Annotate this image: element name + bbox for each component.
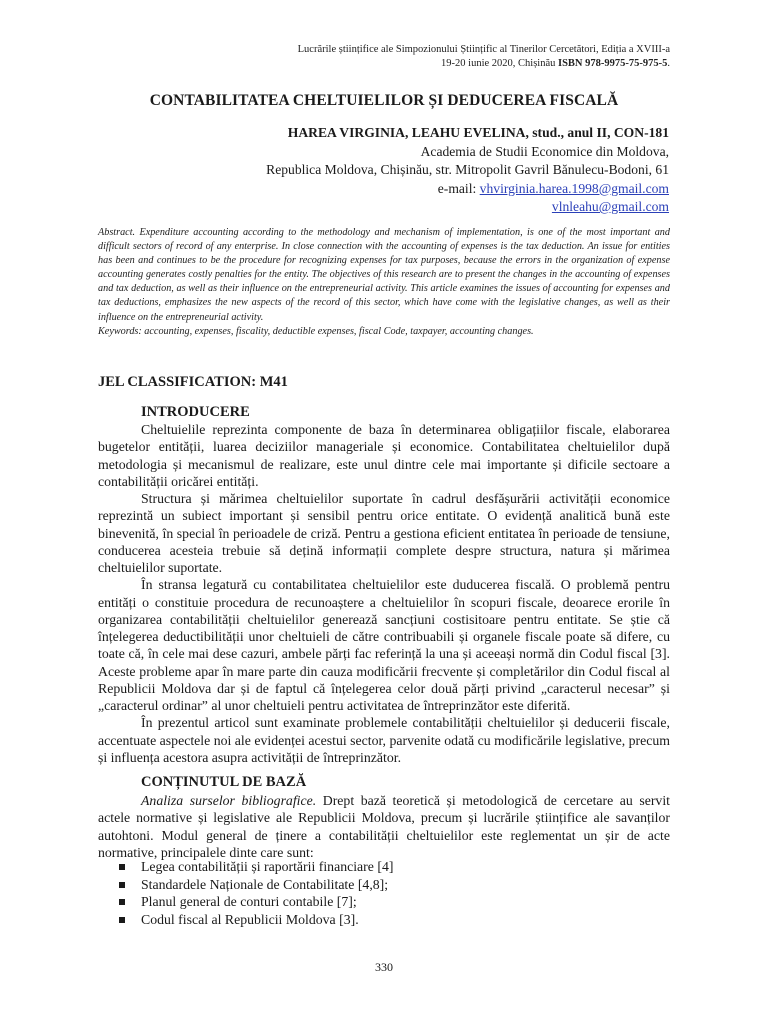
abstract-text: Abstract. Expenditure accounting according to the methodology and mechanism of implementation, is one of the most important and difficult sectors of record of any enterprise. In close connection with the accounting of expenses is the tax deduction. An issue for entities has been and continues to be the procedure for recognizing expenses for tax purposes, because the errors in the organization of expense accounting generates costly penalties for the entity. The objectives of this research are to present the changes in the accounting of expenses and tax deduction, as well as their influence on the entrepreneurial activity. This article examines the issues of accounting for expenses and tax deductions, emphasizes the new aspects of the record of this sector, which have come with the legislative changes, as well as their influence on the entrepreneurial activity. [98, 227, 670, 323]
bullet-square-icon [119, 899, 125, 905]
email-line-1 [109, 180, 669, 199]
running-header [210, 43, 670, 71]
abstract [98, 226, 670, 339]
bullet-square-icon [119, 864, 125, 870]
list-item [118, 858, 658, 876]
intro-paragraph-2: Structura și mărimea cheltuielilor suportate în cadrul desfășurării activității economice reprezintă un subiect important și sensibil pentru orice entitate. O evidență analitică bună este binevenită, în special în perioadele de criză. Pentru a gestiona eficient entitatea în perioade de tensiune, conducerea acesteia trebuie să dețină informații complete despre structura, natura și mărimea cheltuielilor suportate. [98, 491, 670, 575]
list-item [118, 893, 658, 911]
intro-paragraph-1: Cheltuielile reprezinta componente de baza în determinarea obligațiilor fiscale, elaborarea bugetelor entității, luarea deciziilor manageriale și economice. Contabilitatea cheltuielilor după metodologia și mecanismul de realizare, este unul dintre cele mai importante și dificile sectoare a contabilității oricărei entități. [98, 422, 670, 489]
bullet-square-icon [119, 882, 125, 888]
page-number: 330 [375, 960, 393, 974]
email-link-1[interactable]: vhvirginia.harea.1998@gmail.com [479, 180, 669, 196]
email-label: e-mail: [437, 180, 480, 196]
list-item-text: Planul general de conturi contabile [7]; [141, 894, 357, 909]
affiliation: Academia de Studii Economice din Moldova, [420, 143, 669, 159]
jel-classification: JEL CLASSIFICATION: M41 [98, 374, 288, 390]
content-paragraph-text: Drept bază teoretică și metodologică de cercetare au servit actele normative și legislative ale Republicii Moldova, precum și lucrările științifice ale savanților autohtoni. Modul general de ținere a contabilității cheltuielilor este reglementat un șir de acte normative, principalele dinte care sunt: [98, 793, 670, 860]
list-item [118, 876, 658, 894]
content-paragraph [98, 792, 670, 861]
normative-acts-list [118, 858, 658, 928]
author-names: HAREA VIRGINIA, LEAHU EVELINA, stud., anul II, CON-181 [287, 125, 669, 140]
content-body [98, 792, 670, 861]
bullet-square-icon [119, 917, 125, 923]
header-date-place: 19-20 iunie 2020, Chișinău [441, 58, 558, 69]
article-title: CONTABILITATEA CHELTUIELILOR ȘI DEDUCEREA FISCALĂ [149, 92, 619, 109]
section-heading-continutul: CONȚINUTUL DE BAZĂ [141, 774, 307, 790]
isbn: ISBN 978-9975-75-975-5 [558, 58, 668, 69]
email-line-2 [109, 198, 669, 217]
keywords: Keywords: accounting, expenses, fiscality, deductible expenses, fiscal Code, taxpayer, accounting changes. [98, 325, 534, 337]
header-line-1: Lucrările științifice ale Simpozionului Științific al Tinerilor Cercetători, Ediția a XVIII-a [297, 44, 670, 55]
address: Republica Moldova, Chișinău, str. Mitropolit Gavril Bănulecu-Bodoni, 61 [266, 162, 669, 177]
section-heading-introducere: INTRODUCERE [141, 404, 250, 420]
content-lead-italic: Analiza surselor bibliografice. [141, 793, 317, 808]
intro-paragraph-4: În prezentul articol sunt examinate problemele contabilității cheltuielilor și deducerii fiscale, accentuate aspectele noi ale evidenței acestui sector, parvenite odată cu modificările legislative, precum și influența acestora asupra activității de întreprinzător. [98, 715, 670, 765]
intro-body [98, 421, 670, 766]
list-item-text: Standardele Naționale de Contabilitate [4,8]; [141, 876, 389, 892]
author-block [109, 124, 669, 217]
list-item-text: Codul fiscal al Republicii Moldova [3]. [141, 911, 359, 927]
header-line-2 [210, 57, 670, 71]
list-item [118, 911, 658, 929]
header-suffix: . [667, 58, 670, 69]
list-item-text: Legea contabilității și raportării financiare [4] [141, 859, 394, 874]
intro-paragraph-3: În stransa legatură cu contabilitatea cheltuielilor este duducerea fiscală. O problemă pentru entități o constituie procedura de recunoaștere a cheltuielilor în scopuri fiscale, deoarece erorile în organizarea contabilității cheltuielilor generează sancțiuni costisitoare pentru entitate. Se știe că înțelegerea deductibilității unor cheltuieli de către contribuabili și organele fiscale poate să difere, cu toate că, în cele mai dese cazuri, ambele părți fac referință la una și aceeași normă din Codul fiscal [3]. Aceste probleme apar în mare parte din cauza modificării frecvente și completărilor din Codul fiscal al Republicii Moldova dar și de faptul că înțelegerea celor două părți privind „caracterul necesar” și „caracterul ordinar” al unor cheltuieli pentru activitatea de întreprinzător este diferită. [98, 577, 670, 713]
email-link-2[interactable]: vlnleahu@gmail.com [551, 199, 669, 214]
